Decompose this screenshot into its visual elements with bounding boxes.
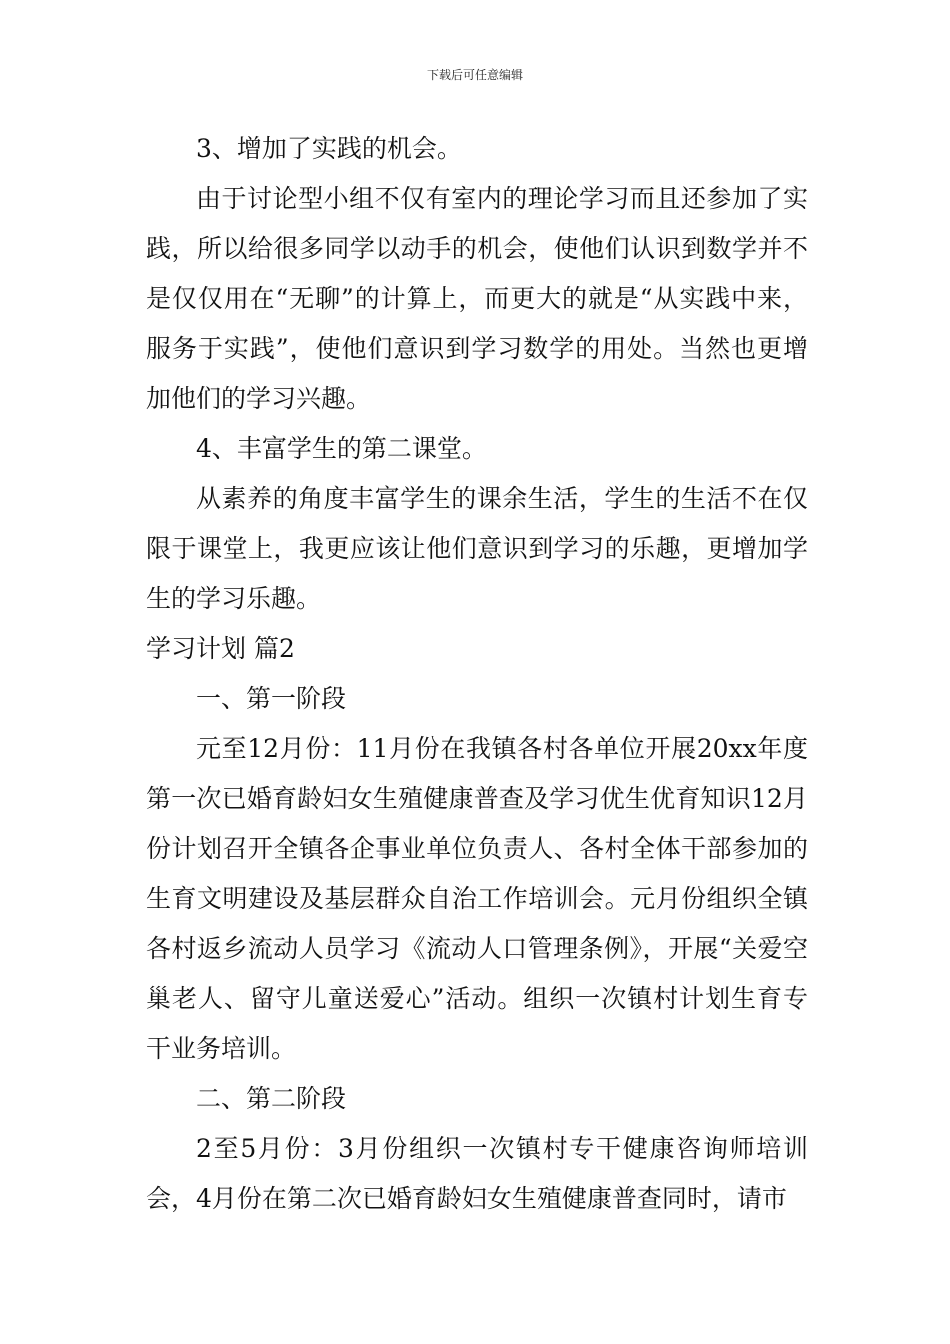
paragraph: 2至5月份：3月份组织一次镇村专干健康咨询师培训会，4月份在第二次已婚育龄妇女生殖健康普查同时，请市 <box>146 1134 808 1213</box>
paragraph: 二、第二阶段 <box>196 1084 347 1113</box>
paragraph: 3、增加了实践的机会。 <box>196 134 462 163</box>
document-body <box>146 124 808 1224</box>
paragraph: 从素养的角度丰富学生的课余生活，学生的生活不在仅限于课堂上，我更应该让他们意识到学习的乐趣，更增加学生的学习乐趣。 <box>146 484 808 613</box>
paragraph: 由于讨论型小组不仅有室内的理论学习而且还参加了实践，所以给很多同学以动手的机会，使他们认识到数学并不是仅仅用在“无聊”的计算上，而更大的就是“从实践中来，服务于实践”，使他们意识到学习数学的用处。当然也更增加他们的学习兴趣。 <box>146 184 808 413</box>
paragraph: 元至12月份：11月份在我镇各村各单位开展20xx年度第一次已婚育龄妇女生殖健康普查及学习优生优育知识12月份计划召开全镇各企事业单位负责人、各村全体干部参加的生育文明建设及基层群众自治工作培训会。元月份组织全镇各村返乡流动人员学习《流动人口管理条例》，开展“关爱空巢老人、留守儿童送爱心”活动。组织一次镇村计划生育专干业务培训。 <box>146 734 808 1063</box>
page-header: 下载后可任意编辑 <box>426 68 523 82</box>
paragraph: 4、丰富学生的第二课堂。 <box>196 434 487 463</box>
section-heading: 学习计划 篇2 <box>146 634 295 663</box>
paragraph: 一、第一阶段 <box>196 684 347 713</box>
